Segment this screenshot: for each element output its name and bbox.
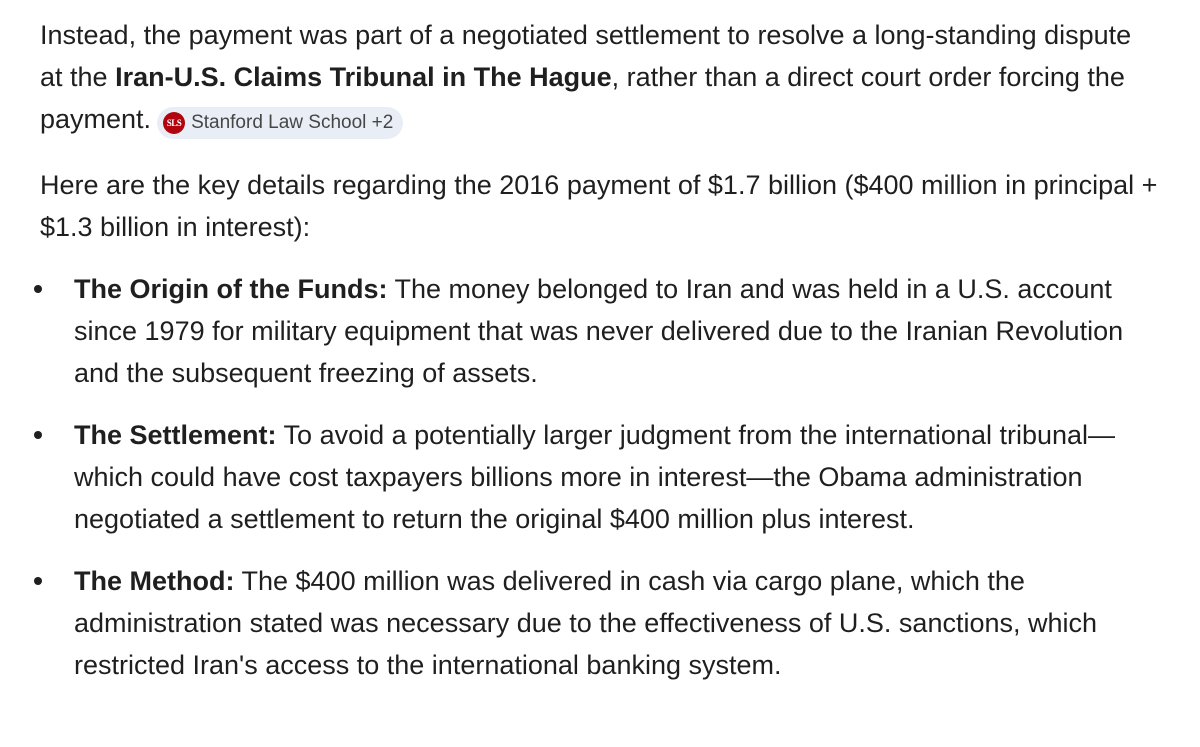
list-item-title: The Origin of the Funds: <box>74 274 388 304</box>
intro-paragraph <box>40 14 1160 140</box>
intro-text-before: Instead, the payment was part of a negotiated settlement to resolve a long-standing dispute at the <box>40 20 1132 92</box>
intro-bold-text: Iran-U.S. Claims Tribunal in The Hague <box>115 62 612 92</box>
response-content <box>40 14 1160 706</box>
details-paragraph: Here are the key details regarding the 2016 payment of $1.7 billion ($400 million in principal + $1.3 billion in interest): <box>40 170 1158 242</box>
list-item <box>40 560 1160 686</box>
list-item-text: The $400 million was delivered in cash via cargo plane, which the administration stated was necessary due to the effectiveness of U.S. sanctions, which restricted Iran's access to the international banking system. <box>74 566 1098 680</box>
bullet-dot-icon <box>34 577 42 585</box>
list-item-text: The money belonged to Iran and was held in a U.S. account since 1979 for military equipment that was never delivered due to the Iranian Revolution and the subsequent freezing of assets. <box>74 274 1124 388</box>
list-item-text: To avoid a potentially larger judgment from the international tribunal—which could have cost taxpayers billions more in interest—the Obama administration negotiated a settlement to return the original $400 million plus interest. <box>74 420 1116 534</box>
source-chip[interactable] <box>157 107 403 139</box>
bullet-dot-icon <box>34 431 42 439</box>
list-item <box>40 268 1160 394</box>
list-item <box>40 414 1160 540</box>
list-item-title: The Method: <box>74 566 235 596</box>
list-item-title: The Settlement: <box>74 420 277 450</box>
bullet-dot-icon <box>34 285 42 293</box>
source-chip-label: Stanford Law School +2 <box>191 112 394 133</box>
intro-text-after: , rather than a direct court order forcing the payment. <box>40 62 1125 134</box>
stanford-law-school-logo-icon: SLS <box>163 112 185 134</box>
key-details-list <box>40 268 1160 686</box>
